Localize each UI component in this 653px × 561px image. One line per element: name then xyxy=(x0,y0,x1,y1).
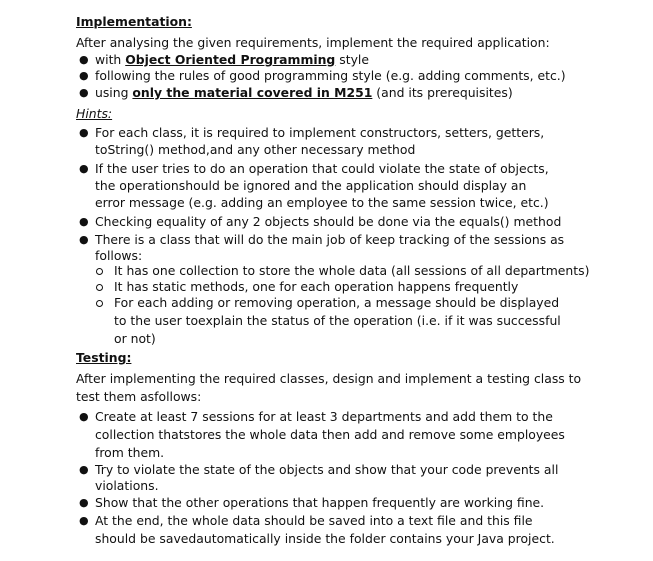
test-1-line-2: collection thatstores the whole data then add and remove some employees xyxy=(95,427,565,442)
testing-intro-line-1: After implementing the required classes, design and implement a testing class to xyxy=(76,371,582,386)
bullet-dot: ● xyxy=(79,53,89,66)
test-3: Show that the other operations that happen frequently are working fine. xyxy=(95,495,545,510)
hint-1-line-1: For each class, it is required to implement constructors, setters, getters, xyxy=(95,125,545,140)
bullet-dot: ● xyxy=(79,215,89,228)
bullet-dot: ● xyxy=(79,410,89,423)
testing-intro-line-2: test them asfollows: xyxy=(76,389,202,404)
bullet-dot: ● xyxy=(79,69,89,82)
impl-bullet-3: using only the material covered in M251 (and its prerequisites) xyxy=(95,85,513,100)
sub-bullet-circle xyxy=(96,284,103,291)
test-1-line-3: from them. xyxy=(95,445,165,460)
hints-heading: Hints: xyxy=(76,106,113,121)
implementation-intro: After analysing the given requirements, implement the required application: xyxy=(76,35,550,50)
sub-hint-3-line-1: For each adding or removing operation, a message should be displayed xyxy=(114,295,560,310)
bullet-dot: ● xyxy=(79,162,89,175)
bullet-dot: ● xyxy=(79,233,89,246)
sub-bullet-circle xyxy=(96,268,103,275)
bullet-dot: ● xyxy=(79,126,89,139)
test-1-line-1: Create at least 7 sessions for at least 3 departments and add them to the xyxy=(95,409,553,424)
sub-hint-1: It has one collection to store the whole data (all sessions of all departments) xyxy=(114,263,590,278)
hint-4-line-1: There is a class that will do the main job of keep tracking of the sessions as xyxy=(95,232,565,247)
test-2-line-1: Try to violate the state of the objects and show that your code prevents all xyxy=(95,462,559,477)
hint-2-line-2: the operationshould be ignored and the application should display an xyxy=(95,178,527,193)
hint-1-line-2: toString() method,and any other necessary method xyxy=(95,142,416,157)
sub-hint-3-line-2: to the user toexplain the status of the operation (i.e. if it was successful xyxy=(114,313,561,328)
test-4-line-1: At the end, the whole data should be saved into a text file and this file xyxy=(95,513,533,528)
test-4-line-2: should be savedautomatically inside the folder contains your Java project. xyxy=(95,531,555,546)
test-2-line-2: violations. xyxy=(95,478,159,493)
impl-bullet-2: following the rules of good programming style (e.g. adding comments, etc.) xyxy=(95,68,566,83)
sub-bullet-circle xyxy=(96,300,103,307)
testing-heading: Testing: xyxy=(76,350,132,365)
bullet-dot: ● xyxy=(79,86,89,99)
sub-hint-2: It has static methods, one for each operation happens frequently xyxy=(114,279,519,294)
impl-bullet-1: with Object Oriented Programming style xyxy=(95,52,369,67)
bullet-dot: ● xyxy=(79,514,89,527)
hint-2-line-3: error message (e.g. adding an employee to the same session twice, etc.) xyxy=(95,195,549,210)
hint-3: Checking equality of any 2 objects should be done via the equals() method xyxy=(95,214,562,229)
hint-4-line-2: follows: xyxy=(95,248,143,263)
bullet-dot: ● xyxy=(79,496,89,509)
implementation-heading: Implementation: xyxy=(76,14,192,29)
sub-hint-3-line-3: or not) xyxy=(114,331,156,346)
hint-2-line-1: If the user tries to do an operation that could violate the state of objects, xyxy=(95,161,549,176)
bullet-dot: ● xyxy=(79,463,89,476)
